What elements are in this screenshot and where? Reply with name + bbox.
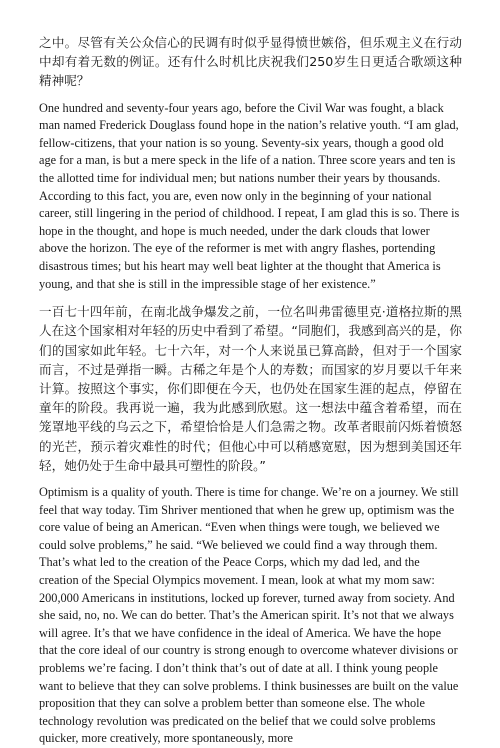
paragraph-zh-1: 之中。尽管有关公众信心的民调有时似乎显得愤世嫉俗，但乐观主义在行动中却有着无数的例证。还有什么时机比庆祝我们250岁生日更适合歌颂这种精神呢？ [39,35,462,89]
paragraph-en-2: Optimism is a quality of youth. There is time for change. We’re on a journey. We still feel that way today. Tim Shriver mentioned that when he grew up, optimism was the core value of being an American. “Even when things were tough, we believed we could solve problems,” he said. “We believed we could find a way through them. That’s what led to the creation of the Peace Corps, which my dad led, and the creation of the Special Olympics movement. I mean, look at what my mom saw: 200,000 Americans in institutions, locked up forever, turned away from society. And she said, no, no. We can do better. That’s the American spirit. It’s not that we always will agree. It’s that we have confidence in the ideal of America. We have the hope that the core ideal of our country is strong enough to overcome whatever divisions or problems we’re facing. I don’t think that’s out of date at all. I think young people want to believe that they can solve problems. I think businesses are built on the value proposition that they can solve a problem better than someone else. The whole technology revolution was predicated on the belief that we could solve problems quicker, more creatively, more spontaneously, more [39,484,459,746]
paragraph-en-1: One hundred and seventy-four years ago, before the Civil War was fought, a black man named Frederick Douglass found hope in the nation’s relative youth. “I am glad, fellow-citizens, that your nation is so young. Seventy-six years, though a good old age for a man, is but a mere speck in the life of a nation. Three score years and ten is the allotted time for individual men; but nations number their years by thousands. According to this fact, you are, even now only in the beginning of your national career, still lingering in the period of childhood. I repeat, I am glad this is so. There is hope in the thought, and hope is much needed, under the dark clouds that lower above the horizon. The eye of the reformer is met with angry flashes, portending disastrous times; but his heart may well beat lighter at the thought that America is young, and that she is still in the impressible stage of her existence.” [39,100,460,291]
paragraph-zh-2: 一百七十四年前，在南北战争爆发之前，一位名叫弗雷德里克·道格拉斯的黑人在这个国家相对年轻的历史中看到了希望。“同胞们，我感到高兴的是，你们的国家如此年轻。七十六年，对一个人来说虽已算高龄，但对于一个国家而言，不过是弹指一瞬。古稀之年是个人的寿数；而国家的岁月要以千年来计算。按照这个事实，你们即便在今天，也仍处在国家生涯的起点，停留在童年的阶段。我再说一遍，我为此感到欣慰。这一想法中蕴含着希望，而在笼罩地平线的乌云之下，希望恰恰是人们急需之物。改革者眼前闪烁着愤怒的光芒，预示着灾难性的时代；但他心中可以稍感宽慰，因为想到美国还年轻，她仍处于生命中最具可塑性的阶段。” [39,304,462,473]
